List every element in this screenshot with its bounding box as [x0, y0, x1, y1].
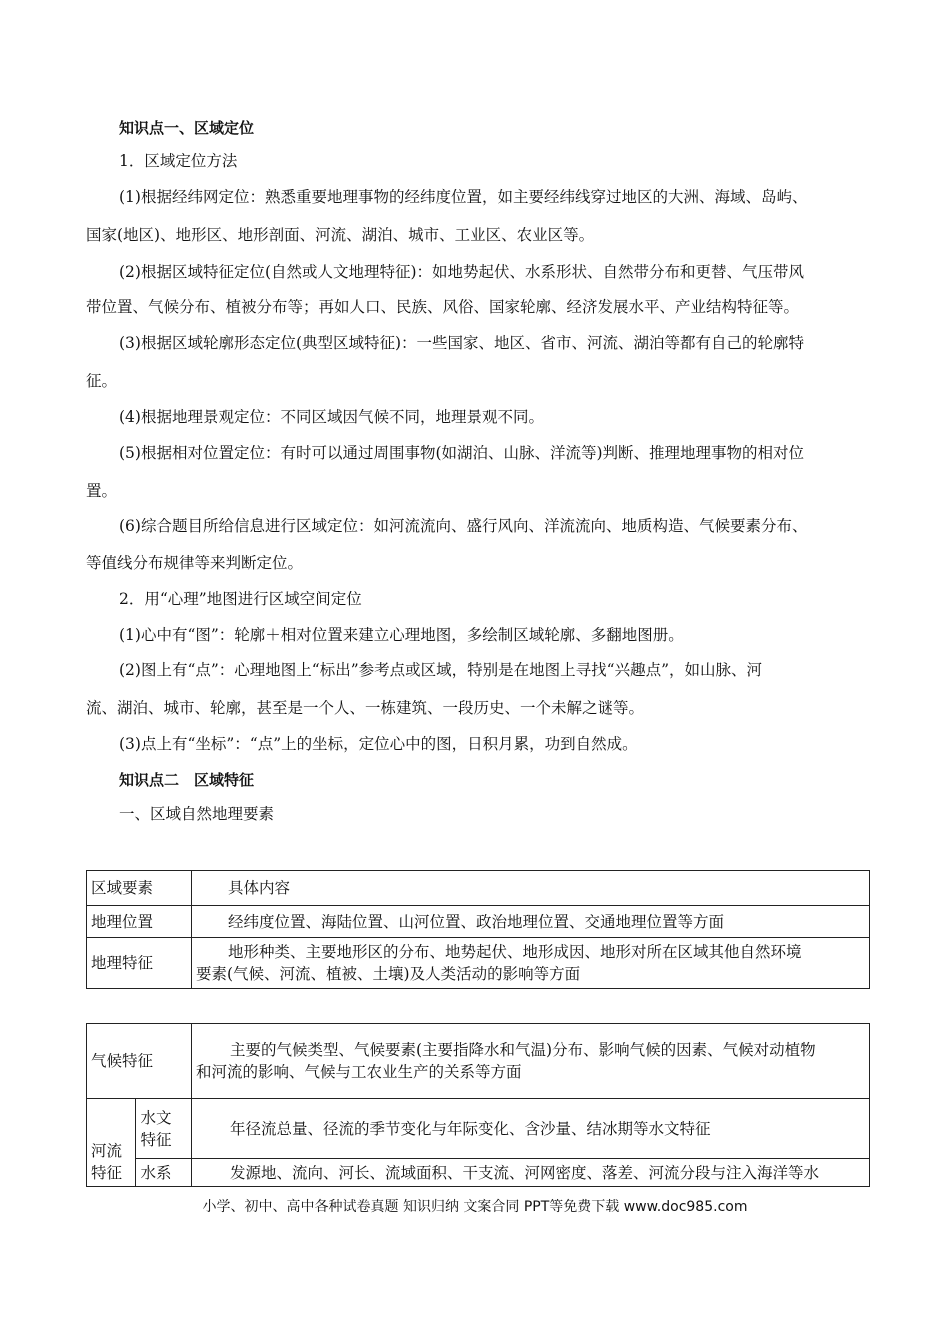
- paragraph-2-line-2: 带位置、气候分布、植被分布等；再如人口、民族、风俗、国家轮廓、经济发展水平、产业结构特征等。: [86, 298, 800, 316]
- table-cell-label: 气候特征: [87, 1024, 192, 1099]
- paragraph-2-line-1: (2)根据区域特征定位(自然或人文地理特征)：如地势起伏、水系形状、自然带分布和更替、气压带风: [119, 263, 805, 281]
- paragraph-4: (4)根据地理景观定位：不同区域因气候不同，地理景观不同。: [119, 408, 544, 426]
- table-cell-river-label: [87, 1099, 136, 1187]
- page-footer: 小学、初中、高中各种试卷真题 知识归纳 文案合同 PPT等免费下载 www.doc985.com: [202, 1199, 748, 1215]
- table-cell-content: 年径流总量、径流的季节变化与年际变化、含沙量、结冰期等水文特征: [192, 1099, 870, 1159]
- table-row: [87, 1159, 870, 1187]
- heading-section-2: 知识点二 区域特征: [119, 771, 255, 789]
- table-cell-content: [192, 938, 870, 989]
- subheading-mental-map: 2．用“心理”地图进行区域空间定位: [119, 590, 362, 608]
- paragraph-6-line-1: (6)综合题目所给信息进行区域定位：如河流流向、盛行风向、洋流流向、地质构造、气候要素分布、: [119, 517, 808, 535]
- table-cell-system-label: 水系: [136, 1159, 192, 1187]
- table-cell-label: 地理特征: [87, 938, 192, 989]
- table-cell-line: 地形种类、主要地形区的分布、地势起伏、地形成因、地形对所在区域其他自然环境: [228, 943, 802, 961]
- table-cell-hydro-label: [136, 1099, 192, 1159]
- hydro-label-line: 水文: [140, 1108, 172, 1127]
- paragraph-5-line-2: 置。: [86, 482, 118, 500]
- table-cell-label: 地理位置: [87, 906, 192, 938]
- table-climate-river: [86, 1023, 870, 1187]
- table-row: [87, 1099, 870, 1159]
- mental-map-point-2-line-1: (2)图上有“点”：心理地图上“标出”参考点或区域，特别是在地图上寻找“兴趣点”，如山脉、河: [119, 661, 763, 679]
- subheading-natural-elements: 一、区域自然地理要素: [119, 805, 275, 823]
- table-row: [87, 871, 870, 906]
- river-label-line: 河流: [91, 1142, 123, 1160]
- paragraph-1-line-2: 国家(地区)、地形区、地形剖面、河流、湖泊、城市、工业区、农业区等。: [86, 226, 595, 244]
- mental-map-point-2-line-2: 流、湖泊、城市、轮廓，甚至是一个人、一栋建筑、一段历史、一个未解之谜等。: [86, 699, 645, 717]
- hydro-label-line: 特征: [140, 1130, 172, 1149]
- mental-map-point-1: (1)心中有“图”：轮廓＋相对位置来建立心理地图，多绘制区域轮廓、多翻地图册。: [119, 626, 684, 644]
- table-cell-line: 要素(气候、河流、植被、土壤)及人类活动的影响等方面: [196, 965, 581, 983]
- table-row: [87, 938, 870, 989]
- subheading-region-methods: 1．区域定位方法: [119, 152, 238, 170]
- table-row: [87, 906, 870, 938]
- table-region-elements: [86, 870, 870, 989]
- river-label-line: 特征: [91, 1164, 123, 1182]
- table-cell-line: 和河流的影响、气候与工农业生产的关系等方面: [196, 1063, 522, 1081]
- table-cell-content: 经纬度位置、海陆位置、山河位置、政治地理位置、交通地理位置等方面: [192, 906, 870, 938]
- table-row: [87, 1024, 870, 1099]
- table-cell-line: 主要的气候类型、气候要素(主要指降水和气温)分布、影响气候的因素、气候对动植物: [230, 1041, 816, 1059]
- paragraph-1-line-1: (1)根据经纬网定位：熟悉重要地理事物的经纬度位置，如主要经纬线穿过地区的大洲、海域、岛屿、: [119, 188, 808, 206]
- table-cell-content: 发源地、流向、河长、流域面积、干支流、河网密度、落差、河流分段与注入海洋等水: [192, 1159, 870, 1187]
- table-header-cell: 具体内容: [192, 871, 870, 906]
- paragraph-3-line-2: 征。: [86, 372, 118, 390]
- table-header-cell: 区域要素: [87, 871, 192, 906]
- paragraph-5-line-1: (5)根据相对位置定位：有时可以通过周围事物(如湖泊、山脉、洋流等)判断、推理地理事物的相对位: [119, 444, 805, 462]
- paragraph-3-line-1: (3)根据区域轮廓形态定位(典型区域特征)：一些国家、地区、省市、河流、湖泊等都有自己的轮廓特: [119, 334, 805, 352]
- paragraph-6-line-2: 等值线分布规律等来判断定位。: [86, 554, 304, 572]
- table-cell-content: [192, 1024, 870, 1099]
- heading-section-1: 知识点一、区域定位: [119, 119, 255, 137]
- mental-map-point-3: (3)点上有“坐标”：“点”上的坐标，定位心中的图，日积月累，功到自然成。: [119, 735, 638, 753]
